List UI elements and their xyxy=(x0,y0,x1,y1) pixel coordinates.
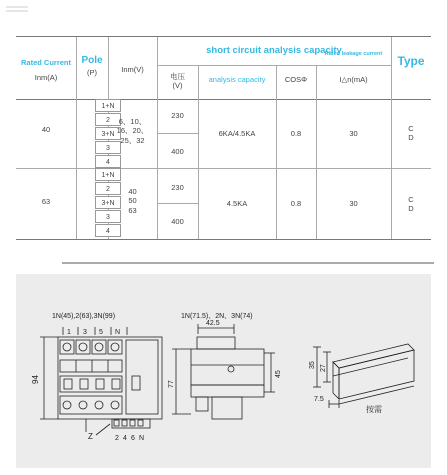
svg-text:N: N xyxy=(139,435,145,442)
breaker-side-view xyxy=(191,337,264,419)
dimension-drawing xyxy=(16,274,431,468)
row1-cos: 0.8 xyxy=(290,129,302,139)
row2-pole-1: 1+N xyxy=(95,168,121,181)
row1-leakage: 30 xyxy=(349,129,358,139)
mid-height-dimensions xyxy=(168,349,282,414)
z-label: Z xyxy=(88,432,93,441)
row1-pole-5: 4 xyxy=(95,155,121,168)
svg-text:94: 94 xyxy=(31,375,40,384)
corner-mark xyxy=(6,6,28,14)
svg-text:5: 5 xyxy=(99,329,103,336)
header-leakage: I△n(mA) xyxy=(339,75,368,85)
svg-text:77: 77 xyxy=(168,380,175,388)
row2-current: 63 xyxy=(41,197,51,207)
row1-pole-4: 3 xyxy=(95,141,121,154)
row2-capacity: 4.5KA xyxy=(226,199,248,209)
row2-v1: 230 xyxy=(171,183,184,193)
row1-pole-2: 2 xyxy=(95,113,121,126)
row2-pole-3: 3+N xyxy=(95,196,121,209)
row1-v1: 230 xyxy=(171,111,184,121)
left-title: 1N(45),2(63),3N(99) xyxy=(52,313,116,320)
mid-title: 1N(71.5)、2N、3N(74) xyxy=(181,313,253,320)
svg-text:42.5: 42.5 xyxy=(206,320,220,327)
svg-text:4: 4 xyxy=(123,435,127,442)
header-inm-a: Inm(A) xyxy=(34,73,58,83)
row1-current: 40 xyxy=(41,125,51,135)
row1-v2: 400 xyxy=(171,147,184,157)
breaker-front-view xyxy=(58,337,162,432)
svg-text:6: 6 xyxy=(131,435,135,442)
svg-text:3: 3 xyxy=(83,329,87,336)
svg-text:N: N xyxy=(115,329,121,336)
spec-table xyxy=(16,36,431,240)
row2-inm-v: 40 50 63 xyxy=(128,186,137,215)
row2-pole-2: 2 xyxy=(95,182,121,195)
pole-overlay: Pole xyxy=(81,54,103,66)
row1-capacity: 6KA/4.5KA xyxy=(218,129,256,139)
rated-current-overlay: Rated Current xyxy=(20,58,71,68)
bottom-terminal-labels xyxy=(115,435,144,442)
header-cos: COSΦ xyxy=(284,75,308,85)
svg-text:1: 1 xyxy=(67,329,71,336)
svg-text:35: 35 xyxy=(309,361,316,369)
header-p: (P) xyxy=(87,68,97,78)
svg-text:27: 27 xyxy=(320,364,327,372)
header-inm-v: Inm(V) xyxy=(121,65,144,75)
left-pole-labels xyxy=(63,327,127,336)
type-overlay: Type xyxy=(397,53,425,68)
rated-leakage-overlay: Rated leakage current xyxy=(324,50,383,57)
header-voltage: 电压 (V) xyxy=(170,71,185,90)
row1-pole-1: 1+N xyxy=(95,99,121,112)
rail-dimensions xyxy=(309,347,414,414)
row2-pole-4: 3 xyxy=(95,210,121,223)
row2-cos: 0.8 xyxy=(290,199,302,209)
row2-pole-5: 4 xyxy=(95,224,121,237)
row2-leakage: 30 xyxy=(349,199,358,209)
left-height-dimension xyxy=(31,337,58,419)
row2-type: C D xyxy=(408,194,414,213)
svg-text:45: 45 xyxy=(275,370,282,378)
din-rail xyxy=(333,344,414,399)
row1-type: C D xyxy=(408,123,414,142)
row1-pole-3: 3+N xyxy=(95,127,121,140)
analysis-capacity-overlay: analysis capacity xyxy=(208,75,266,85)
svg-text:按需: 按需 xyxy=(366,405,382,414)
width-dimension xyxy=(198,320,234,334)
svg-text:7.5: 7.5 xyxy=(314,396,324,403)
svg-text:2: 2 xyxy=(115,435,119,442)
row1-inm-v: 6、10、 16、20、 25、32 xyxy=(116,116,149,145)
section-divider xyxy=(62,262,434,264)
short-circuit-overlay: short circuit analysis capacity xyxy=(206,45,342,57)
row2-v2: 400 xyxy=(171,217,184,227)
